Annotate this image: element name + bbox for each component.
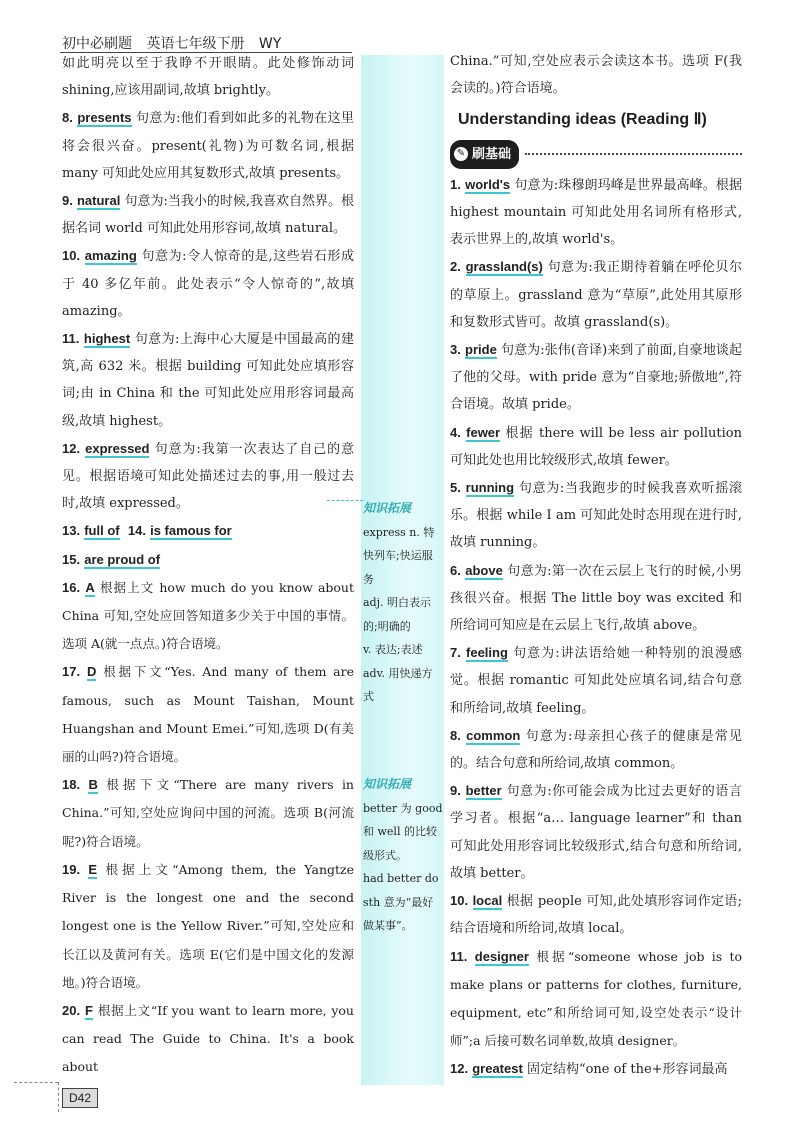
answer-item (450, 722, 742, 777)
answer-item (450, 887, 742, 942)
text-span: 句意为:你可能会成为比过去更好的语言学习者。根据“a… language learner”和 than 可知此处用形容词比较级形式,结合句意和所给词,故填 better。 (450, 784, 742, 881)
text-span: 根据上文“Among them, the Yangtze River is the longest one and the second longest one is the Yellow River.”可知,空处应和长江以及黄河有关。选项 E(它们是中国文化的发源地。)符合语境。 (62, 861, 355, 990)
text-span: 句意为:当我跑步的时候我喜欢听摇滚乐。根据 while I am 可知此处时态用现在进行时,故填 running。 (450, 481, 742, 551)
answer-word: expressed (85, 440, 150, 456)
text-span: 17. (62, 664, 81, 680)
side-note-line: adv. 用快递方式 (363, 666, 433, 703)
answer-item (62, 517, 354, 545)
brush-icon: ✎ (454, 147, 468, 161)
text-span: 根据上文 how much do you know about China 可知,空处应回答知道多少关于中国的事情。选项 A(就一点点。)符合语境。 (62, 579, 355, 652)
corner-mark (14, 1082, 58, 1083)
answer-word: greatest (472, 1061, 523, 1077)
answer-word: is famous for (150, 523, 232, 539)
text-span: 10. (62, 248, 81, 264)
text-span: 4. (450, 424, 461, 440)
answer-item (62, 546, 354, 574)
text-span: 句意为:上海中心大厦是中国最高的建筑,高 632 米。根据 building 可知此处应填形容词;由 in China 和 the 可知此处应用形容词最高级,故填 highest。 (62, 332, 354, 429)
answer-continuation (450, 48, 742, 102)
answer-word: common (466, 727, 521, 743)
text-span: 根据上文“If you want to learn more, you can read The Guide to China. It's a book about (62, 1002, 354, 1075)
answer-word: D (86, 664, 97, 680)
answer-item (62, 325, 354, 435)
answer-word: amazing (84, 248, 137, 264)
answer-word: natural (76, 193, 121, 209)
text-span: 2. (450, 259, 461, 275)
text-span: 8. (450, 727, 461, 743)
text-span: 句意为:珠穆朗玛峰是世界最高峰。根据 highest mountain 可知此处用名词所有格形式,表示世界上的,故填 world's。 (450, 177, 742, 248)
side-note-line: adj. 明白表示的;明确的 (363, 596, 432, 633)
section-title: Understanding ideas (Reading Ⅱ) (458, 111, 707, 129)
text-span: 根据下文“Yes. And many of them are famous, such as Mount Taishan, Mount Huangshan and Mount Emei.”可知,选项 D(有美丽的山吗?)符合语境。 (62, 664, 354, 765)
answer-word: running (465, 480, 515, 496)
text-span: 根据“someone whose job is to make plans or patterns for clothes, furniture, equipment, etc”和所给词可知,设空处表示“设计师”;a 后接可数名词单数,故填 designer。 (450, 948, 742, 1049)
text-span: 9. (450, 783, 461, 799)
answer-word: world's (465, 176, 511, 192)
answer-item (450, 639, 742, 722)
answer-item (62, 104, 354, 187)
text-span: 13. (62, 523, 81, 539)
side-note-line: v. 表达;表述 (363, 643, 423, 656)
answer-item (62, 50, 354, 104)
answer-word: presents (77, 110, 132, 126)
text-span: 5. (450, 480, 461, 496)
text-span: 根据 there will be less air pollution 可知此处也用比较级形式,故填 fewer。 (450, 425, 742, 468)
text-span: 11. (450, 948, 468, 964)
text-span: China.”可知,空处应表示会读这本书。选项 F(我会读的。)符合语境。 (450, 54, 742, 97)
text-span: 15. (62, 551, 81, 567)
answer-word: grassland(s) (465, 259, 543, 275)
answer-item (62, 187, 354, 242)
text-span: 19. (62, 861, 81, 877)
answer-item (450, 253, 742, 336)
answer-word: E (88, 861, 98, 877)
side-note-better (363, 773, 443, 938)
answer-word: feeling (466, 645, 508, 661)
answer-word: are proud of (84, 551, 161, 567)
text-span: 3. (450, 342, 461, 358)
page-number: D42 (62, 1088, 98, 1108)
answer-item (62, 771, 354, 856)
side-note-line: better 为 good 和 well 的比较级形式。 (363, 801, 443, 862)
text-span: 14. (127, 523, 146, 539)
answer-word: pride (465, 342, 497, 358)
subject-name: 英语七年级下册 (146, 36, 245, 52)
side-note-line: had better do sth 意为“最好做某事”。 (363, 872, 439, 932)
text-span: 句意为:令人惊奇的是,这些岩石形成于 40 多亿年前。此处表示“令人惊奇的”,故填 amazing。 (62, 249, 354, 319)
answer-item (450, 474, 742, 557)
answer-item (450, 171, 742, 254)
answer-item (62, 658, 354, 771)
text-span: 6. (450, 562, 461, 578)
answer-item (62, 997, 354, 1082)
level-badge (450, 140, 519, 169)
side-note-title: 知识拓展 (363, 777, 412, 791)
answer-word: better (465, 783, 502, 799)
left-answer-column (62, 50, 354, 1082)
text-span: 句意为:我第一次表达了自己的意见。根据语境可知此处描述过去的事,用一般过去时,故填 expressed。 (62, 441, 354, 512)
text-span: 刷基础 (472, 146, 512, 162)
text-span: 11. (62, 331, 80, 347)
answer-item (62, 435, 354, 518)
dotted-divider (525, 153, 742, 155)
text-span: 句意为:我正期待着躺在呼伦贝尔的草原上。grassland 意为“草原”,此处用其原形和复数形式皆可。故填 grassland(s)。 (450, 260, 742, 330)
text-span: 句意为:第一次在云层上飞行的时候,小男孩很兴奋。根据 The little boy was excited 和所给词可知应是在云层上飞行,故填 above。 (450, 563, 742, 634)
answer-word: B (88, 777, 98, 793)
answer-word: A (85, 579, 95, 595)
answer-word: full of (84, 523, 120, 539)
answer-word: designer (474, 948, 529, 964)
text-span: 根据下文“There are many rivers in China.”可知,空处应询问中国的河流。选项 B(河流呢?)符合语境。 (62, 777, 354, 849)
answer-item (450, 777, 742, 887)
side-note-express (363, 497, 443, 709)
text-span: 句意为:讲法语给她一种特别的浪漫感觉。根据 romantic 可知此处应填名词,结合句意和所给词,故填 feeling。 (450, 646, 742, 716)
answer-word: F (84, 1002, 93, 1018)
answer-item (450, 336, 742, 419)
answer-item (450, 557, 742, 640)
book-name: 初中必刷题 (62, 36, 132, 52)
answer-word: fewer (466, 424, 501, 440)
answer-item (450, 419, 742, 474)
text-span: 8. (62, 110, 73, 126)
text-span: 固定结构“one of the+形容词最高 (526, 1062, 728, 1078)
answer-word: above (465, 562, 503, 578)
side-note-line: express n. 特快列车;快运服务 (363, 525, 435, 586)
text-span: 句意为:母亲担心孩子的健康是常见的。结合句意和所给词,故填 common。 (450, 728, 742, 772)
text-span: 句意为:当我小的时候,我喜欢自然界。根据名词 world 可知此处用形容词,故填 natural。 (62, 194, 354, 237)
text-span: 12. (450, 1061, 469, 1077)
text-span: 16. (62, 579, 81, 595)
answer-item (62, 856, 354, 997)
text-span: 18. (62, 777, 81, 793)
text-span: 1. (450, 176, 461, 192)
text-span: 10. (450, 893, 469, 909)
answer-item (62, 574, 354, 659)
text-span: 如此明亮以至于我睁不开眼睛。此处修饰动词 shining,应该用副词,故填 brightly。 (62, 56, 354, 99)
text-span: 根据 people 可知,此处填形容词作定语;结合语境和所给词,故填 local。 (450, 894, 742, 937)
corner-mark (58, 1082, 59, 1112)
badge-row (450, 140, 742, 169)
edition-label: WY (258, 36, 282, 52)
side-note-title: 知识拓展 (363, 501, 412, 515)
answer-item (450, 1055, 742, 1083)
answer-item (62, 242, 354, 325)
text-span: 7. (450, 645, 461, 661)
text-span: 句意为:他们看到如此多的礼物在这里将会很兴奋。present(礼物)为可数名词,根据 many 可知此处应用其复数形式,故填 presents。 (62, 111, 354, 181)
text-span: 12. (62, 440, 81, 456)
text-span: 9. (62, 193, 73, 209)
answer-word: highest (83, 331, 131, 347)
right-answer-column (450, 48, 742, 1084)
text-span: 句意为:张伟(音译)来到了前面,自豪地谈起了他的父母。with pride 意为“自豪地;骄傲地”,符合语境。故填 pride。 (450, 343, 742, 413)
text-span: 20. (62, 1002, 81, 1018)
answer-item (450, 943, 742, 1056)
answer-word: local (472, 893, 503, 909)
